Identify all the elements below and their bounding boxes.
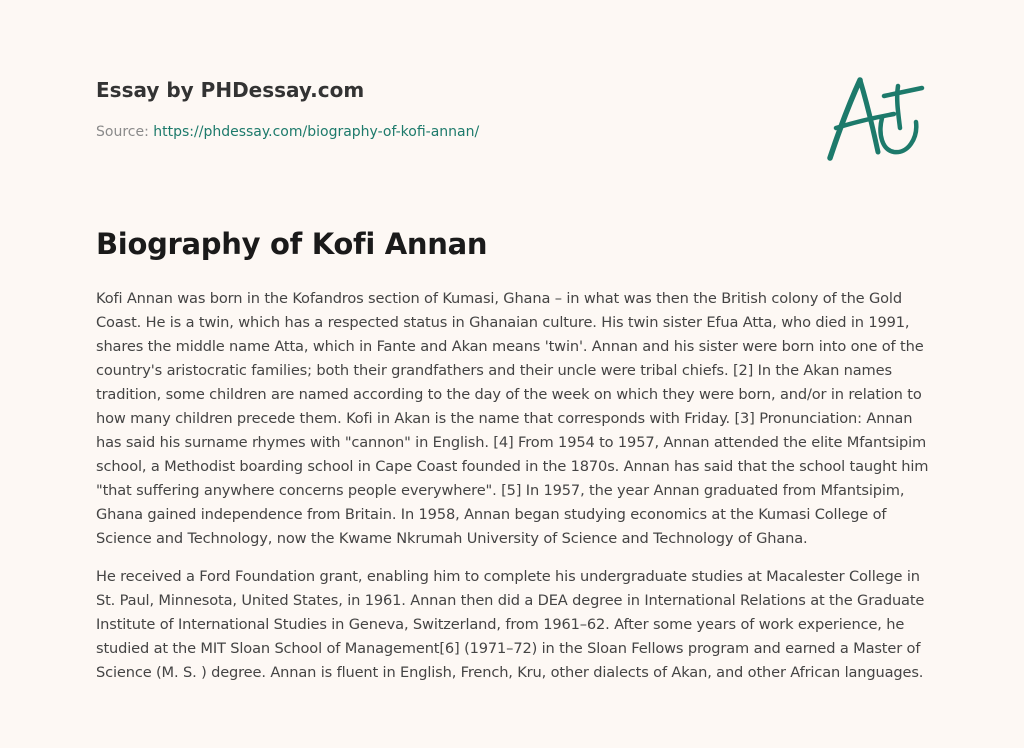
article-paragraph: He received a Ford Foundation grant, enabling him to complete his undergraduate studies at Macalester College in St. Paul, Minnesota, United States, in 1961. Annan then did a DEA degree in International Relations at the Graduate Institute of International Studies in Geneva, Switzerland, from 1961–62. After some years of work experience, he studied at the MIT Sloan School of Management[6] (1971–72) in the Sloan Fellows program and earned a Master of Science (M. S. ) degree. Annan is fluent in English, French, Kru, other dialects of Akan, and other African languages. — [96, 568, 925, 681]
a-plus-logo-icon — [822, 66, 932, 166]
source-label: Source: — [96, 124, 154, 140]
source-line — [96, 123, 796, 141]
source-link[interactable]: https://phdessay.com/biography-of-kofi-annan/ — [153, 124, 480, 140]
article-paragraph: Kofi Annan was born in the Kofandros section of Kumasi, Ghana – in what was then the British colony of the Gold Coast. He is a twin, which has a respected status in Ghanaian culture. His twin sister Efua Atta, who died in 1991, shares the middle name Atta, which in Fante and Akan means 'twin'. Annan and his sister were born into one of the country's aristocratic families; both their grandfathers and their uncle were tribal chiefs. [2] In the Akan names tradition, some children are named according to the day of the week on which they were born, and/or in relation to how many children precede them. Kofi in Akan is the name that corresponds with Friday. [3] Pronunciation: Annan has said his surname rhymes with "cannon" in English. [4] From 1954 to 1957, Annan attended the elite Mfantsipim school, a Methodist boarding school in Cape Coast founded in the 1870s. Annan has said that the school taught him "that suffering anywhere concerns people everywhere". [5] In 1957, the year Annan graduated from Mfantsipim, Ghana gained independence from Britain. In 1958, Annan began studying economics at the Kumasi College of Science and Technology, now the Kwame Nkrumah University of Science and Technology of Ghana. — [96, 290, 929, 547]
site-title: Essay by PHDessay.com — [96, 78, 365, 102]
essay-article — [96, 224, 934, 699]
article-title: Biography of Kofi Annan — [96, 227, 488, 261]
essay-header — [96, 77, 796, 141]
